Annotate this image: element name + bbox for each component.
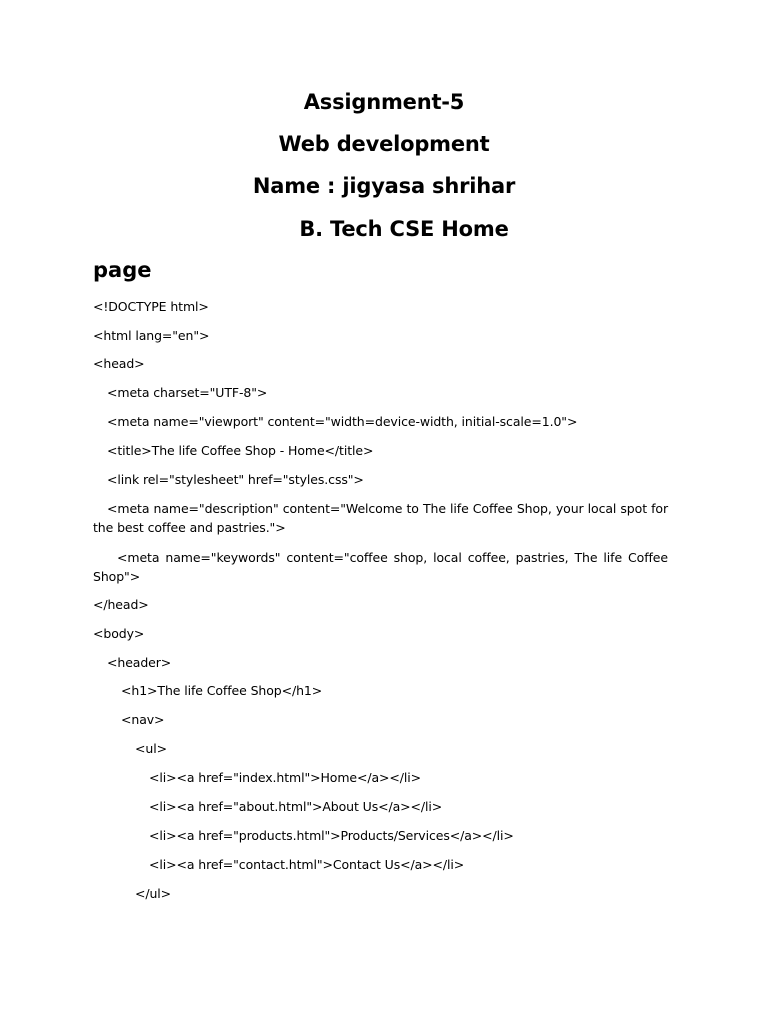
- code-line: <!DOCTYPE html>: [93, 299, 209, 314]
- code-line: <head>: [93, 356, 145, 371]
- code-line: <li><a href="index.html">Home</a></li>: [149, 770, 422, 785]
- code-line: <meta charset="UTF-8">: [107, 385, 268, 400]
- code-line: <meta name="viewport" content="width=device-width, initial-scale=1.0">: [107, 414, 578, 429]
- code-line: <title>The life Coffee Shop - Home</title>: [107, 443, 374, 458]
- subject-title: Web development: [278, 132, 490, 156]
- code-line: <html lang="en">: [93, 328, 210, 343]
- code-line: <header>: [107, 655, 172, 670]
- course-title-continued: page: [93, 258, 152, 282]
- code-line: <h1>The life Coffee Shop</h1>: [121, 683, 323, 698]
- course-title: B. Tech CSE Home: [299, 217, 509, 241]
- code-line: <ul>: [135, 741, 167, 756]
- code-line: <link rel="stylesheet" href="styles.css">: [107, 472, 364, 487]
- code-line-wrapped: <meta name="keywords" content="coffee shop, local coffee, pastries, The life Coffee Shop">: [93, 550, 668, 584]
- code-line: <li><a href="about.html">About Us</a></li>: [149, 799, 443, 814]
- code-line-wrapped: <meta name="description" content="Welcome to The life Coffee Shop, your local spot for the best coffee and pastries.">: [93, 501, 668, 535]
- code-line: </head>: [93, 597, 149, 612]
- code-line: </ul>: [135, 886, 172, 901]
- assignment-title: Assignment-5: [303, 90, 465, 114]
- code-line: <body>: [93, 626, 145, 641]
- student-name: Name : jigyasa shrihar: [252, 174, 516, 198]
- code-line: <li><a href="contact.html">Contact Us</a></li>: [149, 857, 465, 872]
- code-line: <li><a href="products.html">Products/Services</a></li>: [149, 828, 514, 843]
- code-line: <nav>: [121, 712, 165, 727]
